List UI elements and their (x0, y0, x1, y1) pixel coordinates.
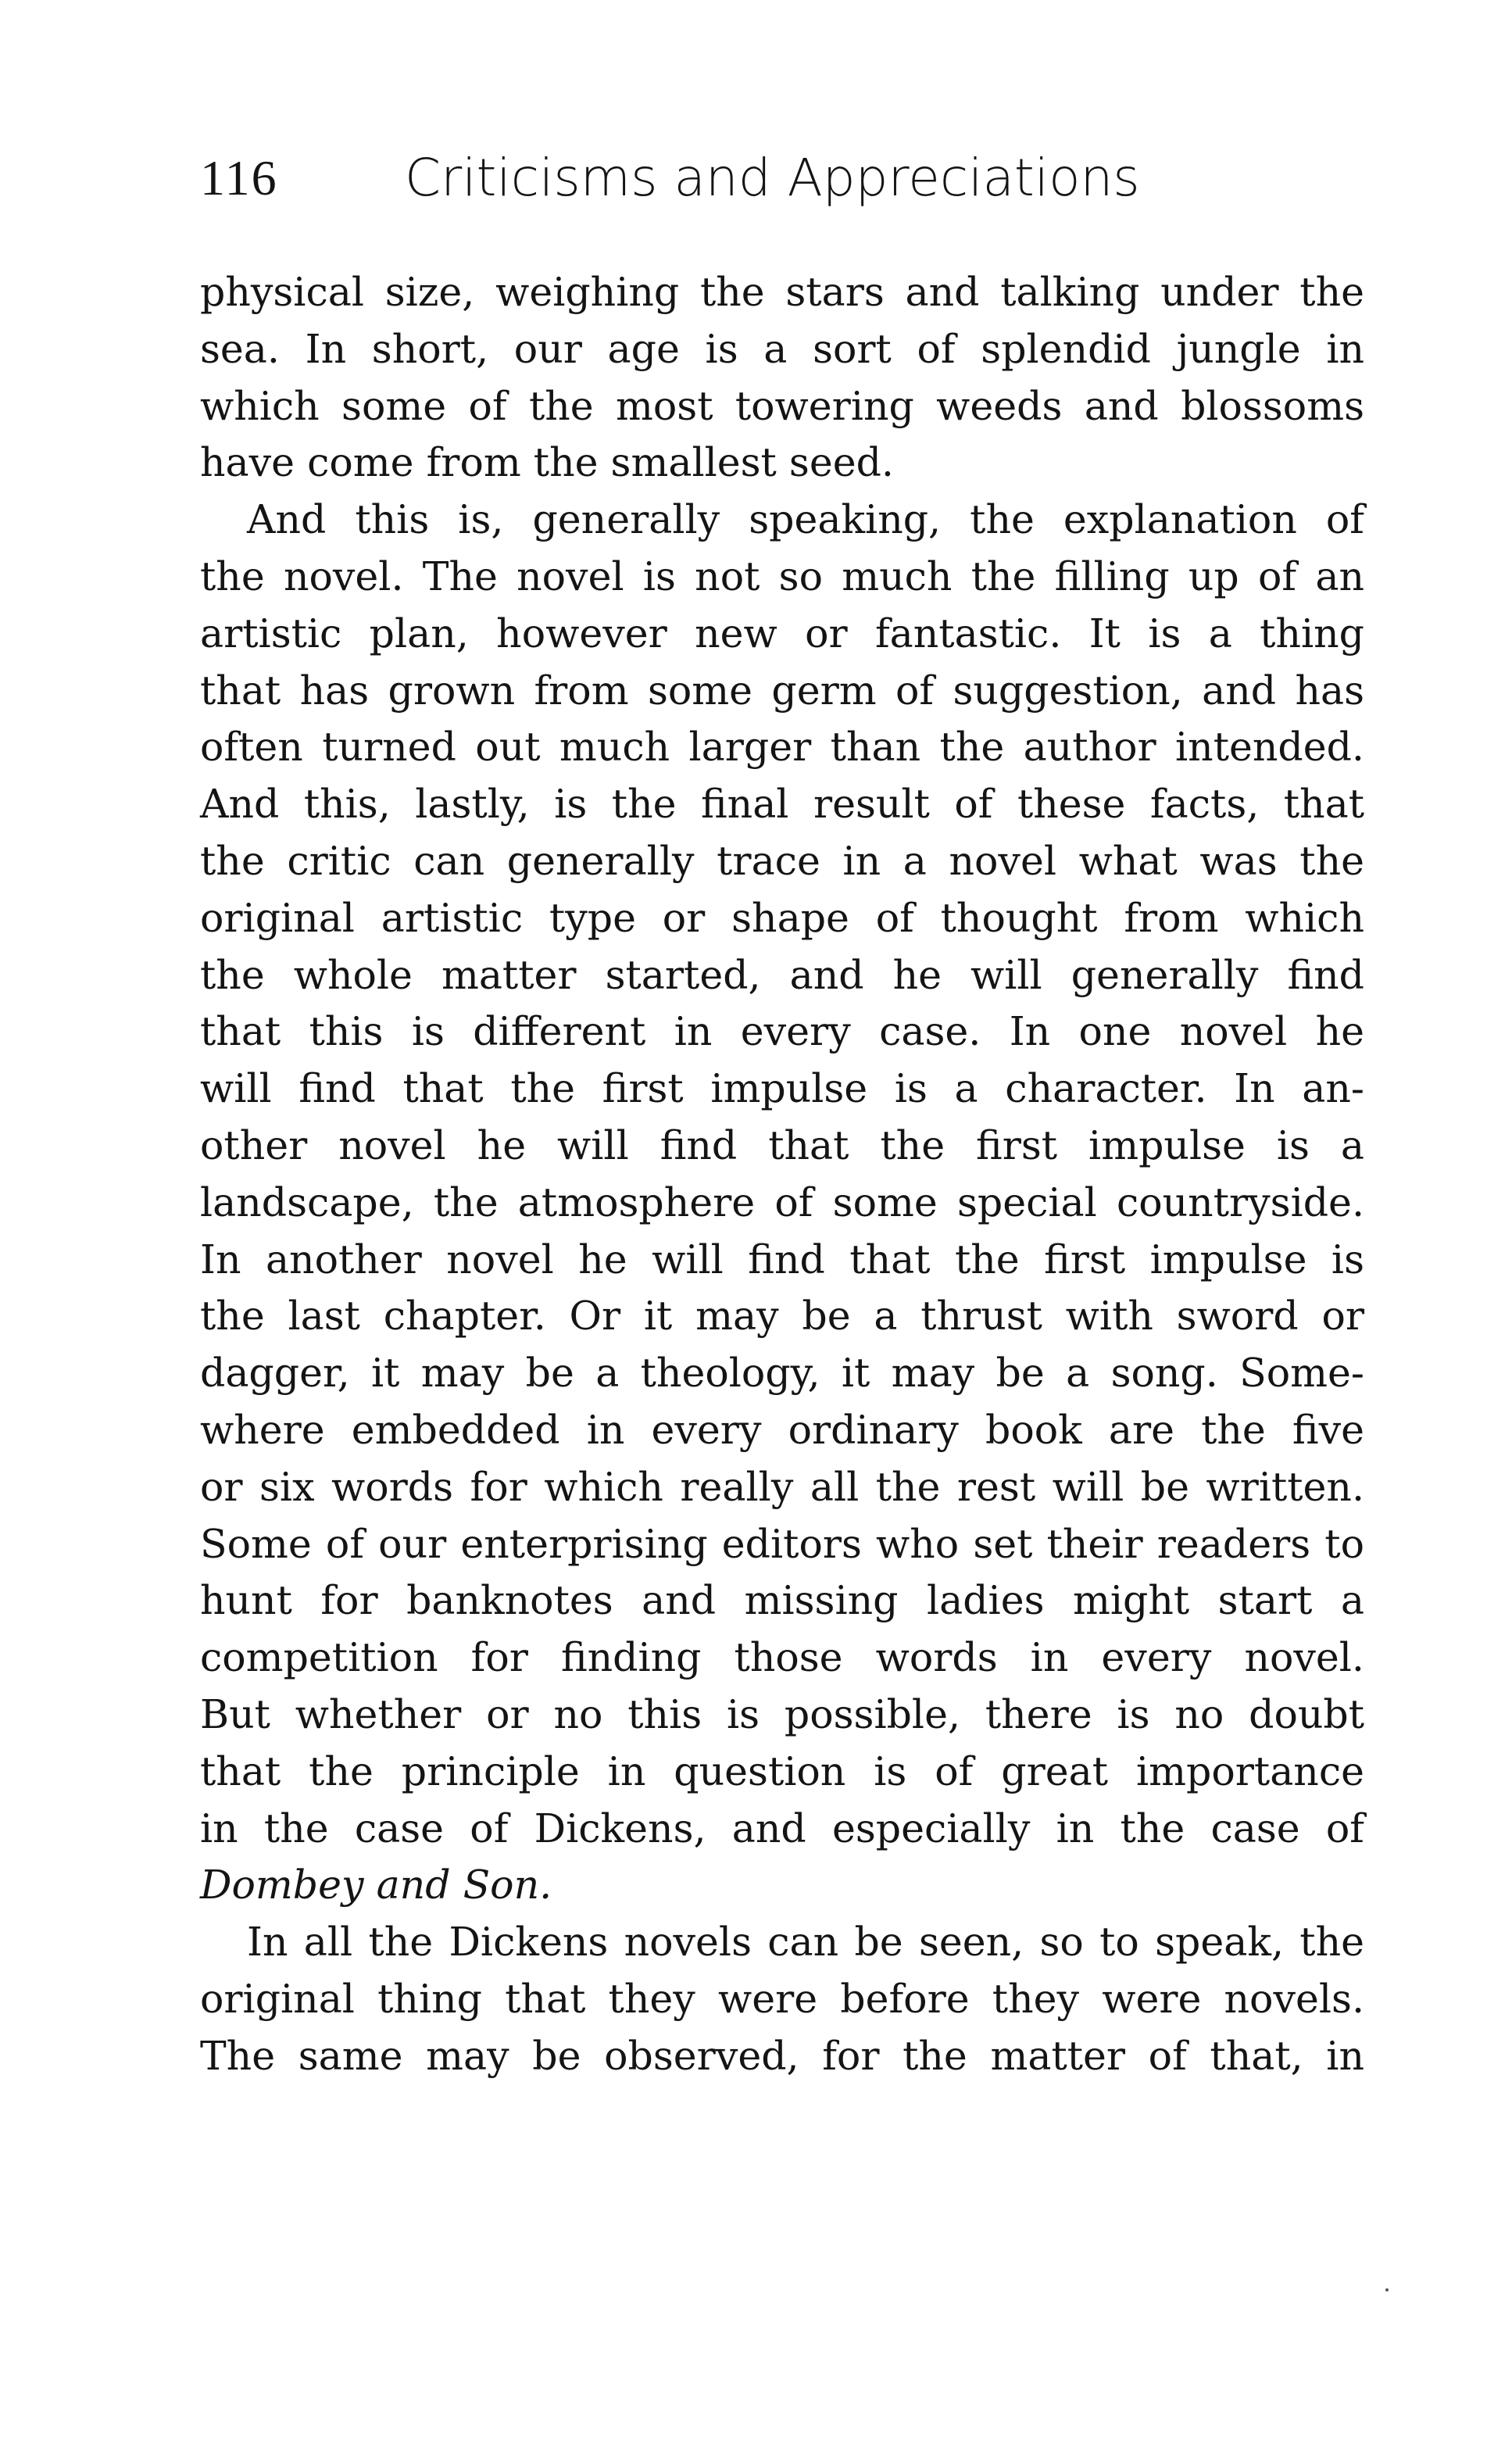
text-line: that the principle in question is of great importance (200, 1748, 1364, 1794)
text-line: will find that the first impulse is a character. In an- (200, 1065, 1364, 1112)
text-line: But whether or no this is possible, there is no doubt (200, 1690, 1364, 1737)
text-line: And this, lastly, is the final result of these facts, that (200, 781, 1364, 828)
text-line: the last chapter. Or it may be a thrust with sword or (200, 1293, 1364, 1340)
text-line: that has grown from some germ of suggestion, and has (200, 667, 1364, 714)
text-line: Some of our enterprising editors who set their readers to (200, 1520, 1364, 1567)
text-line: sea. In short, our age is a sort of splendid jungle in (200, 325, 1364, 372)
text-line: the critic can generally trace in a novel what was the (200, 837, 1364, 884)
text-line: In another novel he will find that the first impulse is (200, 1236, 1364, 1283)
text-line: The same may be observed, for the matter of that, in (200, 2032, 1364, 2079)
text-line: where embedded in every ordinary book are the five (200, 1406, 1364, 1453)
text-line: that this is different in every case. In one novel he (200, 1008, 1364, 1055)
running-title: Criticisms and Appreciations (405, 148, 1140, 208)
text-line: other novel he will find that the first impulse is a (200, 1122, 1364, 1168)
text-line: competition for finding those words in every novel. (200, 1634, 1364, 1681)
text-line: or six words for which really all the rest will be written. (200, 1463, 1364, 1510)
text-line: which some of the most towering weeds and blossoms (200, 382, 1364, 429)
text-line: artistic plan, however new or fantastic. It is a thing (200, 610, 1364, 656)
text-line: often turned out much larger than the author intended. (200, 724, 1364, 771)
running-head (200, 147, 1364, 209)
paper-speck (1385, 2288, 1389, 2291)
text-line: the whole matter started, and he will generally find (200, 951, 1364, 998)
page-number: 116 (200, 150, 278, 206)
text-line: in the case of Dickens, and especially in the case of (200, 1805, 1364, 1851)
book-title-italic: Dombey and Son. (200, 1862, 552, 1909)
text-line: physical size, weighing the stars and talking under the (200, 269, 1364, 315)
text-line: original artistic type or shape of thought from which (200, 894, 1364, 941)
text-line: original thing that they were before they were novels. (200, 1975, 1364, 2022)
text-line: dagger, it may be a theology, it may be a song. Some- (200, 1350, 1364, 1397)
text-line: the novel. The novel is not so much the filling up of an (200, 553, 1364, 599)
text-line: In all the Dickens novels can be seen, so to speak, the (247, 1919, 1364, 1966)
text-line: landscape, the atmosphere of some special countryside. (200, 1179, 1364, 1225)
text-line: And this is, generally speaking, the explanation of (247, 496, 1364, 543)
text-line: hunt for banknotes and missing ladies might start a (200, 1577, 1364, 1624)
text-line: have come from the smallest seed. (200, 439, 894, 486)
body-text (200, 264, 1364, 2085)
